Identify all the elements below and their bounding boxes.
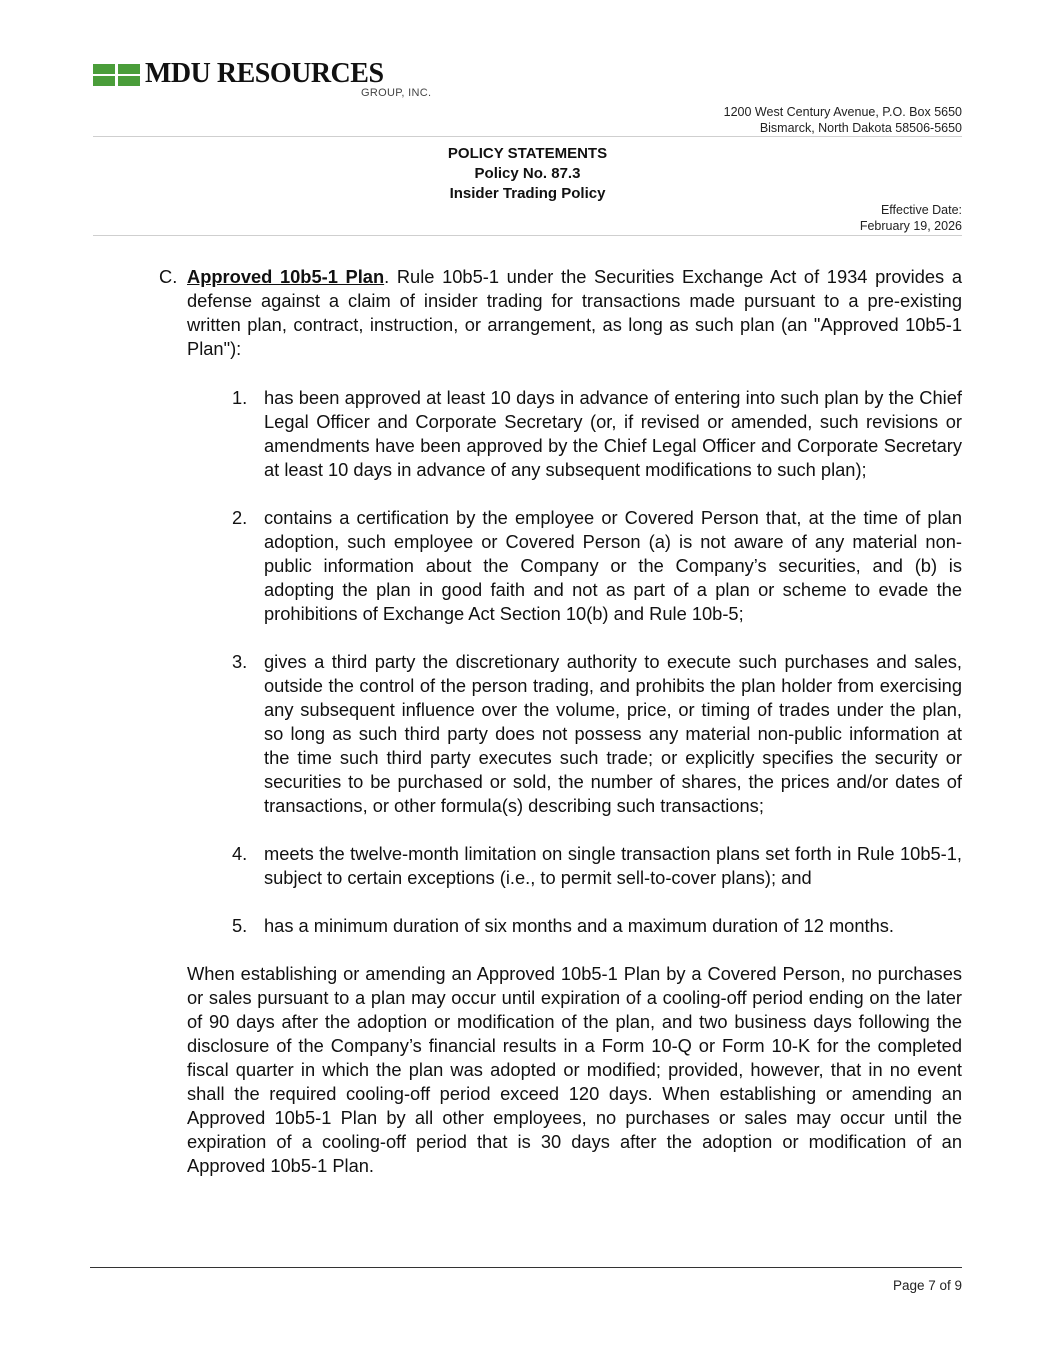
list-item-number: 4. bbox=[232, 843, 248, 864]
header-divider-bottom bbox=[93, 235, 962, 236]
section-label: C. bbox=[159, 266, 178, 287]
policy-category: POLICY STATEMENTS bbox=[447, 145, 608, 162]
effective-date-block bbox=[860, 202, 962, 234]
page-number: Page 7 of 9 bbox=[892, 1278, 962, 1293]
list-item-number: 3. bbox=[232, 651, 248, 672]
effective-date: February 19, 2026 bbox=[859, 219, 962, 233]
document-body bbox=[159, 265, 962, 1178]
policy-header bbox=[93, 144, 962, 204]
list-item-text: contains a certification by the employee or Covered Person that, at the time of plan adoption, such employee or Covered Person (a) is not aware of any material non-public information about the Company or the Company’s securities, and (b) is adopting the plan in good faith and not as part of a plan or scheme to evade the prohibitions of Exchange Act Section 10(b) and Rule 10b-5; bbox=[264, 507, 962, 624]
list-item-text: meets the twelve-month limitation on single transaction plans set forth in Rule 10b5-1, subject to certain exceptions (i.e., to permit sell-to-cover plans); and bbox=[264, 843, 962, 888]
list-item-number: 2. bbox=[232, 507, 248, 528]
list-item bbox=[232, 650, 962, 818]
list-item bbox=[232, 842, 962, 890]
list-item-text: gives a third party the discretionary authority to execute such purchases and sales, outside the control of the person trading, and prohibits the plan holder from exercising any subsequent influence over the volume, price, or timing of trades under the plan, so long as such third party does not possess any material non-public information at the time such third party executes such trade; or explicitly specifies the security or securities to be purchased or sold, the number of shares, the prices and/or dates of transactions, or other formula(s) describing such transactions; bbox=[264, 651, 962, 816]
closing-paragraph: When establishing or amending an Approved 10b5-1 Plan by a Covered Person, no purchases or sales pursuant to a plan may occur until expiration of a cooling-off period ending on the later of 90 days after the adoption or modification of the plan, and two business days following the disclosure of the Company’s financial results in a Form 10-Q or Form 10-K for the completed fiscal quarter in which the plan was adopted or modified; provided, however, that in no event shall the required cooling-off period exceed 120 days. When establishing or amending an Approved 10b5-1 Plan by all other employees, no purchases or sales may occur until the expiration of a cooling-off period that is 30 days after the adoption or modification of an Approved 10b5-1 Plan. bbox=[187, 963, 962, 1176]
policy-title: Insider Trading Policy bbox=[449, 185, 606, 202]
section-c bbox=[159, 265, 962, 361]
effective-date-label: Effective Date: bbox=[880, 203, 962, 217]
requirements-list bbox=[159, 386, 962, 938]
company-logo bbox=[93, 58, 432, 102]
list-item-number: 5. bbox=[232, 915, 248, 936]
header-divider-top bbox=[93, 136, 962, 137]
address-line-2: Bismarck, North Dakota 58506-5650 bbox=[759, 121, 962, 135]
list-item bbox=[232, 386, 962, 482]
logo-mark-icon bbox=[93, 64, 141, 86]
section-intro-text: . Rule 10b5-1 under the Securities Exchange Act of 1934 provides a defense against a claim of insider trading for transactions made pursuant to a pre-existing written plan, contract, instruction, or arrangement, as long as such plan (an "Approved 10b5-1 Plan"): bbox=[187, 266, 962, 359]
policy-number: Policy No. 87.3 bbox=[474, 165, 581, 182]
list-item-number: 1. bbox=[232, 387, 248, 408]
section-heading: Approved 10b5-1 Plan bbox=[187, 266, 385, 287]
list-item-text: has been approved at least 10 days in advance of entering into such plan by the Chief Legal Officer and Corporate Secretary (or, if revised or amended, such revisions or amendments have been approved by the Chief Legal Officer and Corporate Secretary at least 10 days in advance of any subsequent modifications to such plan); bbox=[264, 387, 962, 480]
footer-divider bbox=[90, 1267, 962, 1268]
logo-wordmark: MDU RESOURCES bbox=[145, 58, 384, 89]
company-address bbox=[724, 104, 962, 136]
section-intro bbox=[187, 265, 962, 361]
list-item bbox=[232, 506, 962, 626]
list-item-text: has a minimum duration of six months and a maximum duration of 12 months. bbox=[264, 915, 894, 936]
list-item bbox=[232, 914, 962, 938]
address-line-1: 1200 West Century Avenue, P.O. Box 5650 bbox=[723, 105, 962, 119]
logo-subtitle: GROUP, INC. bbox=[361, 87, 432, 99]
